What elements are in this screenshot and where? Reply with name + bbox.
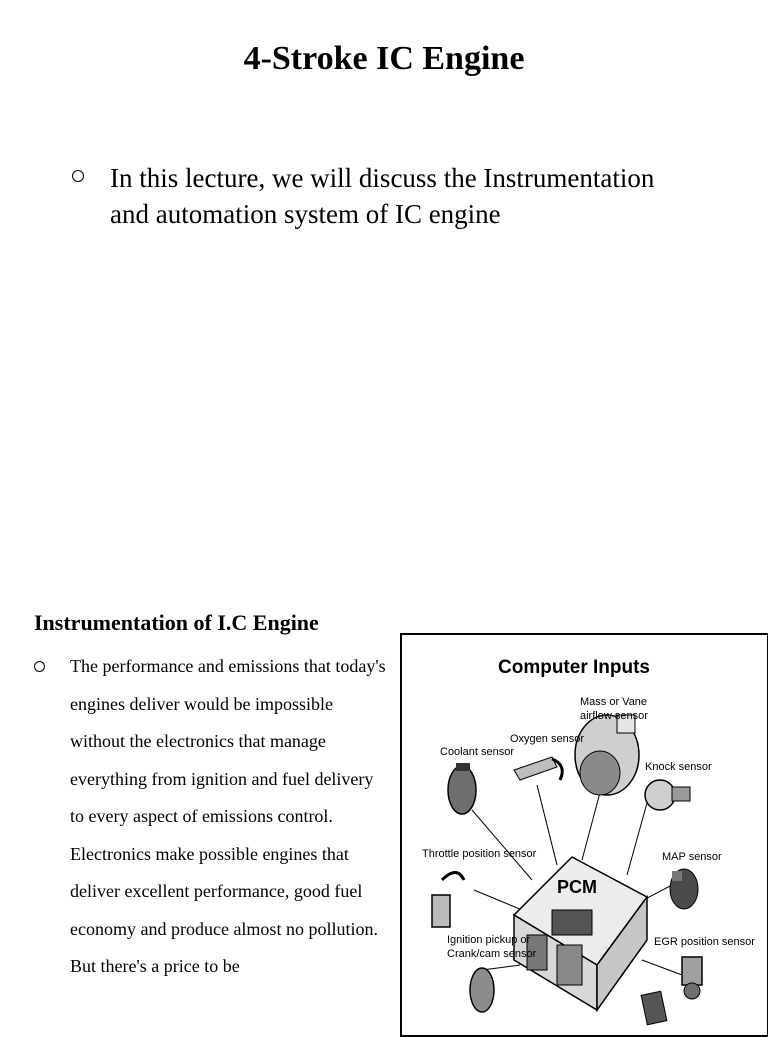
computer-inputs-diagram [402, 635, 767, 1035]
label-egr-sensor: EGR position sensor [654, 936, 755, 948]
hollow-circle-bullet-icon [72, 170, 84, 182]
section-bullet-text: The performance and emissions that today's engines deliver would be impossible without the electronics that manage everything from ignition and fuel delivery to every aspect of emissions control. Electronics make possible engines that deliver excellent performance, good fuel economy and produce almost no pollution. But there's a price to be [70, 656, 386, 976]
label-mass-airflow-1: Mass or Vane [580, 696, 648, 708]
section-bullet [34, 648, 386, 986]
oxygen-sensor-icon [514, 757, 562, 780]
pcm-label: PCM [557, 877, 597, 897]
map-sensor-icon [670, 869, 698, 909]
intro-bullet-text: In this lecture, we will discuss the Instrumentation and automation system of IC engine [110, 163, 655, 229]
label-coolant-sensor: Coolant sensor [440, 746, 514, 758]
label-ignition-1: Ignition pickup or [447, 934, 531, 946]
label-oxygen-sensor: Oxygen sensor [510, 733, 584, 745]
ignition-pickup-icon [470, 968, 494, 1012]
label-ignition-2: Crank/cam sensor [447, 948, 537, 960]
figure-title: Computer Inputs [498, 657, 650, 678]
hollow-circle-bullet-icon [34, 661, 45, 672]
slide-title: 4-Stroke IC Engine [243, 40, 525, 77]
label-throttle-sensor: Throttle position sensor [422, 848, 537, 860]
coolant-sensor-icon [448, 763, 476, 814]
label-mass-airflow-2: airflow sensor [580, 710, 648, 722]
airflow-sensor-icon [575, 715, 639, 795]
intro-bullet [72, 160, 672, 232]
extra-sensor-icon [641, 991, 667, 1025]
throttle-sensor-icon [432, 873, 464, 928]
label-map-sensor: MAP sensor [662, 851, 722, 863]
computer-inputs-figure [400, 633, 768, 1037]
section-heading: Instrumentation of I.C Engine [34, 610, 319, 635]
label-knock-sensor: Knock sensor [645, 761, 712, 773]
egr-sensor-icon [682, 957, 702, 999]
knock-sensor-icon [645, 780, 690, 810]
